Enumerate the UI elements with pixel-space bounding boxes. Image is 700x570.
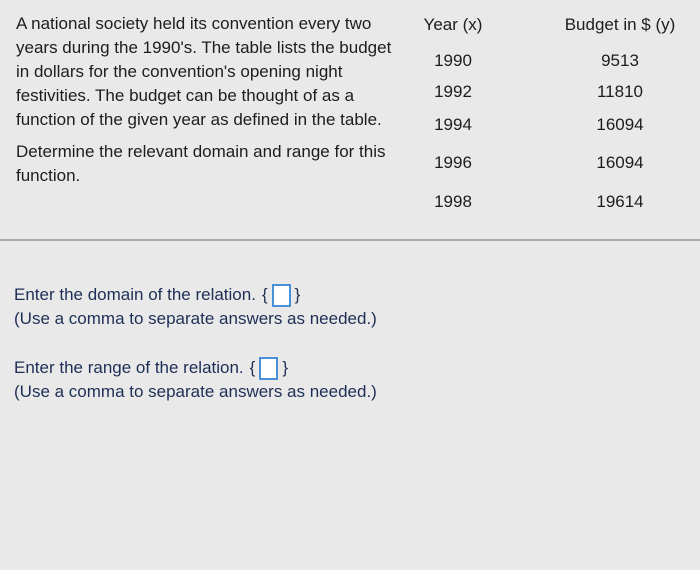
table-cell-year: 1992	[434, 82, 472, 101]
table-cell-year: 1998	[434, 192, 472, 211]
table-cell-budget: 11810	[596, 82, 643, 101]
range-close-brace: }	[282, 358, 289, 377]
table-cell-year: 1990	[434, 51, 472, 70]
domain-hint: (Use a comma to separate answers as needed.)	[14, 309, 377, 328]
table-header-budget: Budget in $ (y)	[564, 15, 676, 34]
table-cell-budget: 9513	[601, 51, 639, 70]
domain-close-brace: }	[294, 285, 301, 304]
range-answer-input[interactable]	[259, 357, 278, 380]
problem-statement	[16, 12, 396, 188]
table-header-year: Year (x)	[423, 15, 483, 34]
table-cell-budget: 16094	[596, 115, 644, 134]
domain-answer-input[interactable]	[272, 284, 291, 307]
table-cell-year: 1996	[434, 153, 472, 172]
problem-paragraph-task: Determine the relevant domain and range for this function.	[16, 142, 386, 185]
table-cell-year: 1994	[434, 115, 472, 134]
table-cell-budget: 19614	[596, 192, 644, 211]
range-open-brace: {	[249, 358, 256, 377]
domain-open-brace: {	[261, 285, 268, 304]
section-divider	[0, 239, 700, 241]
range-prompt-label: Enter the range of the relation.	[14, 358, 244, 377]
range-hint: (Use a comma to separate answers as needed.)	[14, 382, 377, 401]
table-cell-budget: 16094	[596, 153, 644, 172]
domain-question	[14, 283, 377, 331]
domain-prompt-label: Enter the domain of the relation.	[14, 285, 256, 304]
problem-paragraph-description: A national society held its convention every two years during the 1990's. The table lists the budget in dollars for the convention's opening night festivities. The budget can be thought of as a function of the given year as defined in the table.	[16, 14, 392, 129]
range-question	[14, 356, 377, 404]
